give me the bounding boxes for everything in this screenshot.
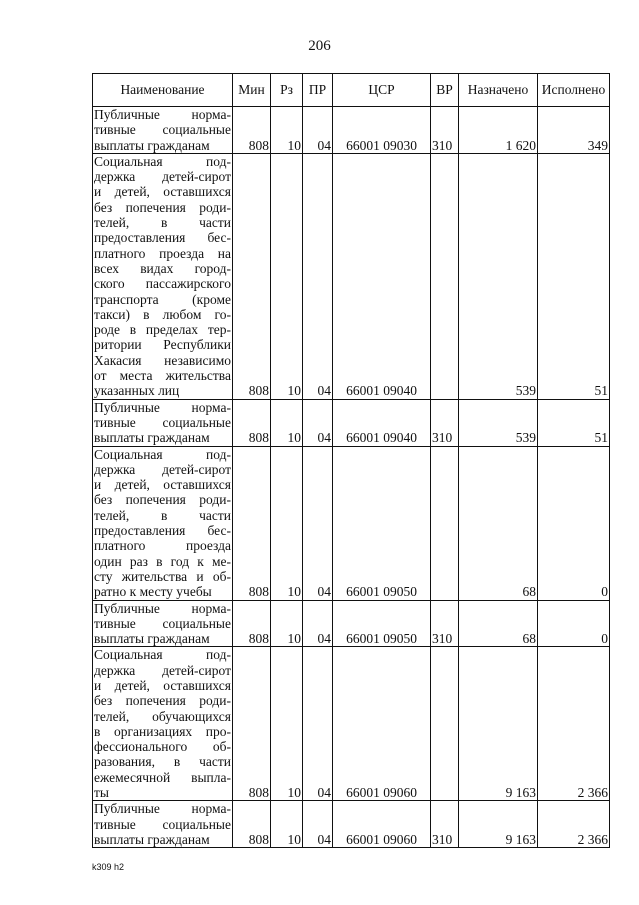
row-rz: 10	[271, 600, 303, 647]
row-min: 808	[233, 801, 271, 848]
header-rz: Рз	[271, 74, 303, 107]
row-name-line: выплаты гражданам	[94, 137, 210, 153]
row-assigned: 9 163	[459, 801, 538, 848]
page-number: 206	[308, 38, 331, 54]
header-vr: ВР	[431, 74, 459, 107]
header-csr: ЦСР	[333, 74, 431, 107]
row-name-line: без попечения роди-	[94, 693, 231, 709]
row-vr: 310	[431, 107, 459, 154]
row-name-line: без попечения роди-	[94, 199, 231, 215]
row-name-line: ежемесячной выпла-	[94, 769, 231, 785]
row-name-line: Публичные норма-	[94, 801, 231, 817]
row-name-line: разования, в части	[94, 754, 231, 770]
row-name-line: один раз в год к ме-	[94, 553, 231, 569]
row-csr: 66001 09040	[333, 399, 431, 446]
row-name-line: без попечения роди-	[94, 492, 231, 508]
row-executed: 2 366	[538, 801, 610, 848]
row-executed: 2 366	[538, 647, 610, 801]
row-rz: 10	[271, 446, 303, 600]
row-name-line: указанных лиц	[94, 383, 180, 399]
row-name-line: телей, обучающихся	[94, 708, 231, 724]
row-min: 808	[233, 446, 271, 600]
row-executed: 349	[538, 107, 610, 154]
row-assigned: 1 620	[459, 107, 538, 154]
row-name	[93, 647, 233, 801]
row-pr: 04	[303, 801, 333, 848]
row-name-line: предоставления бес-	[94, 523, 231, 539]
row-rz: 10	[271, 107, 303, 154]
row-assigned: 9 163	[459, 647, 538, 801]
row-assigned: 539	[459, 399, 538, 446]
row-name-line: и детей, оставшихся	[94, 677, 231, 693]
row-name-line: выплаты гражданам	[94, 430, 210, 446]
row-name	[93, 153, 233, 399]
row-name-line: платного проезда на	[94, 245, 231, 261]
row-name-line: такси) в любом го-	[94, 306, 231, 322]
header-assigned: Назначено	[459, 74, 538, 107]
row-name-line: тивные социальные	[94, 816, 231, 832]
header-executed: Исполнено	[538, 74, 610, 107]
row-name-line: выплаты гражданам	[94, 831, 210, 847]
header-min: Мин	[233, 74, 271, 107]
row-csr: 66001 09050	[333, 600, 431, 647]
row-assigned: 68	[459, 446, 538, 600]
table-row	[93, 153, 610, 399]
row-csr: 66001 09050	[333, 446, 431, 600]
table-row	[93, 446, 610, 600]
row-name-line: держка детей-сирот	[94, 662, 231, 678]
row-executed: 51	[538, 153, 610, 399]
row-vr	[431, 153, 459, 399]
row-name-line: ратно к месту учебы	[94, 584, 212, 600]
row-name-line: Хакасия независимо	[94, 352, 231, 368]
row-name-line: платного проезда	[94, 538, 231, 554]
row-rz: 10	[271, 153, 303, 399]
row-min: 808	[233, 153, 271, 399]
row-name-line: Социальная под-	[94, 446, 231, 462]
table-row	[93, 107, 610, 154]
row-name-line: сту жительства и об-	[94, 568, 231, 584]
table-row	[93, 801, 610, 848]
row-name-line: тивные социальные	[94, 122, 231, 138]
row-csr: 66001 09040	[333, 153, 431, 399]
row-rz: 10	[271, 399, 303, 446]
table-row	[93, 399, 610, 446]
row-vr: 310	[431, 399, 459, 446]
row-executed: 51	[538, 399, 610, 446]
row-name-line: выплаты гражданам	[94, 631, 210, 647]
row-name-line: транспорта (кроме	[94, 291, 231, 307]
row-name-line: в организациях про-	[94, 723, 231, 739]
row-min: 808	[233, 647, 271, 801]
row-name-line: от места жительства	[94, 368, 231, 384]
row-executed: 0	[538, 446, 610, 600]
header-name: Наименование	[93, 74, 233, 107]
row-min: 808	[233, 600, 271, 647]
table-row	[93, 600, 610, 647]
row-name-line: держка детей-сирот	[94, 169, 231, 185]
row-name-line: Публичные норма-	[94, 399, 231, 415]
row-name-line: Социальная под-	[94, 647, 231, 663]
row-min: 808	[233, 399, 271, 446]
row-name-line: Социальная под-	[94, 153, 231, 169]
row-name-line: всех видах город-	[94, 260, 231, 276]
row-name	[93, 801, 233, 848]
header-row	[93, 74, 610, 107]
row-name	[93, 399, 233, 446]
row-name-line: фессионального об-	[94, 739, 231, 755]
row-name-line: Публичные норма-	[94, 600, 231, 616]
row-vr: 310	[431, 600, 459, 647]
table-body	[93, 107, 610, 848]
row-pr: 04	[303, 399, 333, 446]
row-assigned: 68	[459, 600, 538, 647]
row-name-line: телей, в части	[94, 215, 231, 231]
row-name	[93, 446, 233, 600]
row-pr: 04	[303, 107, 333, 154]
row-vr	[431, 446, 459, 600]
row-vr: 310	[431, 801, 459, 848]
row-name-line: Публичные норма-	[94, 107, 231, 122]
row-rz: 10	[271, 801, 303, 848]
row-min: 808	[233, 107, 271, 154]
row-csr: 66001 09060	[333, 647, 431, 801]
row-pr: 04	[303, 600, 333, 647]
row-assigned: 539	[459, 153, 538, 399]
row-csr: 66001 09060	[333, 801, 431, 848]
row-name-line: тивные социальные	[94, 414, 231, 430]
row-name-line: предоставления бес-	[94, 230, 231, 246]
row-csr: 66001 09030	[333, 107, 431, 154]
row-name-line: и детей, оставшихся	[94, 477, 231, 493]
row-name-line: ского пассажирского	[94, 276, 231, 292]
footer-code: k309 h2	[92, 862, 125, 872]
row-name-line: телей, в части	[94, 507, 231, 523]
header-pr: ПР	[303, 74, 333, 107]
row-pr: 04	[303, 647, 333, 801]
row-vr	[431, 647, 459, 801]
row-name-line: ритории Республики	[94, 337, 231, 353]
table-row	[93, 647, 610, 801]
row-name	[93, 107, 233, 154]
row-name	[93, 600, 233, 647]
row-name-line: тивные социальные	[94, 615, 231, 631]
row-pr: 04	[303, 446, 333, 600]
row-name-line: роде в пределах тер-	[94, 322, 231, 338]
row-name-line: и детей, оставшихся	[94, 184, 231, 200]
row-executed: 0	[538, 600, 610, 647]
budget-table	[92, 73, 610, 848]
row-name-line: держка детей-сирот	[94, 461, 231, 477]
row-pr: 04	[303, 153, 333, 399]
row-name-line: ты	[94, 785, 109, 801]
row-rz: 10	[271, 647, 303, 801]
